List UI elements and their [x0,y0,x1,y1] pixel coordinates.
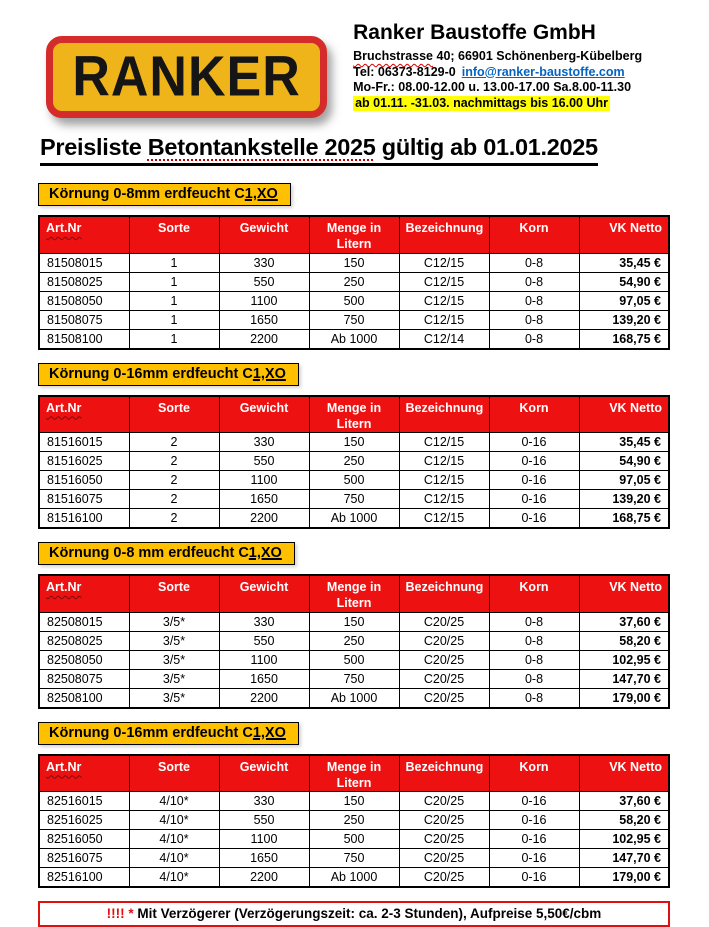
cell: 2200 [219,509,309,529]
table-row [39,792,669,811]
col-artnr: Art.Nr [39,216,129,253]
section-label-underlined: 1,XO [244,186,278,202]
cell: 179,00 € [579,868,669,888]
cell: 750 [309,849,399,868]
cell: C20/25 [399,868,489,888]
price-table [38,754,670,889]
company-name: Ranker Baustoffe GmbH [353,21,596,44]
cell: 2200 [219,688,309,708]
cell: 330 [219,612,309,631]
cell: 139,20 € [579,310,669,329]
cell: 102,95 € [579,650,669,669]
table-row [39,688,669,708]
cell: C20/25 [399,792,489,811]
cell: 139,20 € [579,490,669,509]
cell: 81508050 [39,291,129,310]
section-koernung-0-8-c20 [38,529,671,709]
table-row [39,471,669,490]
cell: 750 [309,490,399,509]
cell: 4/10* [129,868,219,888]
cell: 1650 [219,849,309,868]
cell: 0-8 [489,329,579,349]
cell: 4/10* [129,849,219,868]
table-row [39,272,669,291]
cell: 81516050 [39,471,129,490]
col-bezeichnung: Bezeichnung [399,396,489,433]
ranker-logo-text: RANKER [72,45,301,109]
cell: 97,05 € [579,471,669,490]
cell: 150 [309,433,399,452]
cell: C12/15 [399,272,489,291]
table-body [39,792,669,888]
cell: C20/25 [399,688,489,708]
price-table [38,574,670,709]
address-street: Bruchstrasse [353,49,434,63]
cell: 330 [219,253,309,272]
cell: 81508015 [39,253,129,272]
table-row [39,811,669,830]
table-body [39,253,669,349]
page-title [40,134,671,166]
cell: 54,90 € [579,452,669,471]
cell: 82516100 [39,868,129,888]
page-header [46,14,671,118]
cell: 37,60 € [579,612,669,631]
cell: 4/10* [129,792,219,811]
table-row [39,490,669,509]
title-part3: gültig ab 01.01.2025 [375,134,598,160]
col-vk-netto: VK Netto [579,755,669,792]
cell: 82508015 [39,612,129,631]
table-row [39,329,669,349]
section-label-underlined: 1,XO [252,724,286,741]
col-artnr: Art.Nr [39,575,129,612]
address-rest: 40; 66901 Schönenberg-Kübelberg [433,49,643,63]
section-koernung-0-16-c20 [38,709,671,889]
cell: 2 [129,490,219,509]
cell: 3/5* [129,631,219,650]
col-gewicht: Gewicht [219,396,309,433]
cell: 82508100 [39,688,129,708]
cell: Ab 1000 [309,509,399,529]
col-gewicht: Gewicht [219,575,309,612]
cell: 1100 [219,471,309,490]
cell: 150 [309,792,399,811]
cell: 0-8 [489,631,579,650]
cell: 0-16 [489,849,579,868]
section-label [38,722,299,745]
cell: 3/5* [129,688,219,708]
cell: 0-16 [489,811,579,830]
cell: 81516015 [39,433,129,452]
section-label-underlined: 1,XO [252,365,286,382]
cell: 1 [129,291,219,310]
table-row [39,868,669,888]
cell: 168,75 € [579,509,669,529]
col-sorte: Sorte [129,216,219,253]
cell: 500 [309,471,399,490]
cell: Ab 1000 [309,868,399,888]
verzoegerer-warning-box [38,901,670,927]
ranker-logo [46,36,327,118]
header-row [39,216,669,253]
cell: 0-8 [489,272,579,291]
col-menge: Menge in Litern [309,396,399,433]
cell: 1100 [219,291,309,310]
cell: 2 [129,471,219,490]
page-title-text [40,134,598,166]
cell: 250 [309,811,399,830]
col-artnr: Art.Nr [39,396,129,433]
cell: 4/10* [129,811,219,830]
cell: 2 [129,433,219,452]
winter-hours [353,96,671,112]
col-korn: Korn [489,575,579,612]
table-row [39,509,669,529]
price-table [38,215,670,350]
cell: 82516015 [39,792,129,811]
cell: C20/25 [399,811,489,830]
cell: Ab 1000 [309,688,399,708]
cell: 82508025 [39,631,129,650]
cell: 102,95 € [579,830,669,849]
cell: 1 [129,253,219,272]
cell: 250 [309,452,399,471]
cell: 4/10* [129,830,219,849]
section-label [38,542,295,565]
cell: 0-8 [489,612,579,631]
section-label-text: Körnung 0-16mm erdfeucht C [49,724,253,741]
cell: 250 [309,631,399,650]
cell: C12/15 [399,490,489,509]
col-korn: Korn [489,755,579,792]
cell: 0-16 [489,433,579,452]
col-vk-netto: VK Netto [579,575,669,612]
cell: C20/25 [399,830,489,849]
company-contact [353,65,671,81]
col-korn: Korn [489,216,579,253]
header-row [39,575,669,612]
winter-hours-highlight: ab 01.11. -31.03. nachmittags bis 16.00 Uhr [355,95,609,110]
cell: 1650 [219,310,309,329]
section-koernung-0-8-c12 [38,170,671,350]
title-part1: Preisliste [40,134,148,160]
cell: 81508025 [39,272,129,291]
company-info [353,14,671,111]
col-sorte: Sorte [129,755,219,792]
cell: 2200 [219,868,309,888]
table-head [39,216,669,253]
cell: 0-8 [489,310,579,329]
cell: C20/25 [399,631,489,650]
cell: 3/5* [129,669,219,688]
header-row [39,396,669,433]
col-sorte: Sorte [129,396,219,433]
cell: 1 [129,272,219,291]
email-link[interactable]: info@ranker-baustoffe.com [461,64,625,79]
section-label-text: Körnung 0-8mm erdfeucht C [49,186,245,202]
cell: C20/25 [399,612,489,631]
cell: 2 [129,509,219,529]
section-koernung-0-16-c12 [38,350,671,530]
header-row [39,755,669,792]
title-part2: Betontankstelle 2025 [147,134,376,160]
col-bezeichnung: Bezeichnung [399,575,489,612]
cell: 81516100 [39,509,129,529]
cell: 0-16 [489,471,579,490]
cell: 35,45 € [579,253,669,272]
cell: 179,00 € [579,688,669,708]
cell: C12/15 [399,291,489,310]
cell: 550 [219,631,309,650]
cell: 147,70 € [579,669,669,688]
table-row [39,253,669,272]
cell: 97,05 € [579,291,669,310]
col-bezeichnung: Bezeichnung [399,216,489,253]
table-row [39,452,669,471]
cell: 550 [219,452,309,471]
cell: 1 [129,310,219,329]
table-row [39,669,669,688]
cell: 168,75 € [579,329,669,349]
table-row [39,291,669,310]
cell: 330 [219,433,309,452]
cell: 250 [309,272,399,291]
table-row [39,612,669,631]
phone-number: Tel: 06373-8129-0 [353,64,456,79]
cell: C12/15 [399,471,489,490]
section-label-text: Körnung 0-16mm erdfeucht C [49,365,253,382]
col-vk-netto: VK Netto [579,216,669,253]
cell: 750 [309,669,399,688]
cell: C12/15 [399,433,489,452]
section-label [38,183,291,206]
cell: 82508075 [39,669,129,688]
cell: 150 [309,253,399,272]
company-address [353,49,671,65]
section-label-underlined: 1,XO [248,545,282,561]
cell: C12/14 [399,329,489,349]
cell: 0-8 [489,688,579,708]
table-row [39,310,669,329]
cell: 0-8 [489,650,579,669]
cell: 0-16 [489,452,579,471]
cell: 82508050 [39,650,129,669]
cell: 1650 [219,490,309,509]
table-body [39,612,669,708]
cell: 500 [309,830,399,849]
cell: C12/15 [399,452,489,471]
cell: 0-8 [489,253,579,272]
section-label-text: Körnung 0-8 mm erdfeucht C [49,545,249,561]
cell: Ab 1000 [309,329,399,349]
warning-text: Mit Verzögerer (Verzögerungszeit: ca. 2-3 Stunden), Aufpreise 5,50€/cbm [133,906,602,921]
table-row [39,650,669,669]
table-head [39,575,669,612]
opening-hours: Mo-Fr.: 08.00-12.00 u. 13.00-17.00 Sa.8.00-11.30 [353,80,632,94]
cell: C12/15 [399,310,489,329]
cell: 750 [309,310,399,329]
cell: 81508075 [39,310,129,329]
col-menge: Menge in Litern [309,216,399,253]
cell: 2200 [219,329,309,349]
cell: 2 [129,452,219,471]
col-artnr: Art.Nr [39,755,129,792]
col-menge: Menge in Litern [309,755,399,792]
col-vk-netto: VK Netto [579,396,669,433]
col-gewicht: Gewicht [219,755,309,792]
cell: 81516025 [39,452,129,471]
cell: 1100 [219,830,309,849]
cell: 550 [219,811,309,830]
col-gewicht: Gewicht [219,216,309,253]
cell: 82516075 [39,849,129,868]
price-table [38,395,670,530]
cell: C12/15 [399,509,489,529]
cell: 81508100 [39,329,129,349]
table-row [39,830,669,849]
cell: 82516025 [39,811,129,830]
table-head [39,396,669,433]
col-bezeichnung: Bezeichnung [399,755,489,792]
cell: 0-16 [489,868,579,888]
cell: 147,70 € [579,849,669,868]
table-body [39,433,669,529]
cell: 1650 [219,669,309,688]
cell: 330 [219,792,309,811]
cell: 150 [309,612,399,631]
cell: 500 [309,291,399,310]
cell: 3/5* [129,612,219,631]
warning-exclamation: !!!! * [106,906,134,921]
table-row [39,631,669,650]
cell: 0-16 [489,509,579,529]
cell: C20/25 [399,650,489,669]
table-row [39,433,669,452]
cell: 58,20 € [579,631,669,650]
cell: 0-16 [489,490,579,509]
section-label [38,363,299,386]
cell: 1100 [219,650,309,669]
cell: 3/5* [129,650,219,669]
cell: 0-16 [489,830,579,849]
cell: C20/25 [399,849,489,868]
cell: 1 [129,329,219,349]
cell: 500 [309,650,399,669]
col-menge: Menge in Litern [309,575,399,612]
cell: 54,90 € [579,272,669,291]
cell: 0-8 [489,669,579,688]
cell: C20/25 [399,669,489,688]
col-korn: Korn [489,396,579,433]
cell: 0-8 [489,291,579,310]
cell: 82516050 [39,830,129,849]
col-sorte: Sorte [129,575,219,612]
cell: 35,45 € [579,433,669,452]
cell: 37,60 € [579,792,669,811]
table-head [39,755,669,792]
cell: C12/15 [399,253,489,272]
cell: 81516075 [39,490,129,509]
cell: 58,20 € [579,811,669,830]
table-row [39,849,669,868]
cell: 0-16 [489,792,579,811]
cell: 550 [219,272,309,291]
